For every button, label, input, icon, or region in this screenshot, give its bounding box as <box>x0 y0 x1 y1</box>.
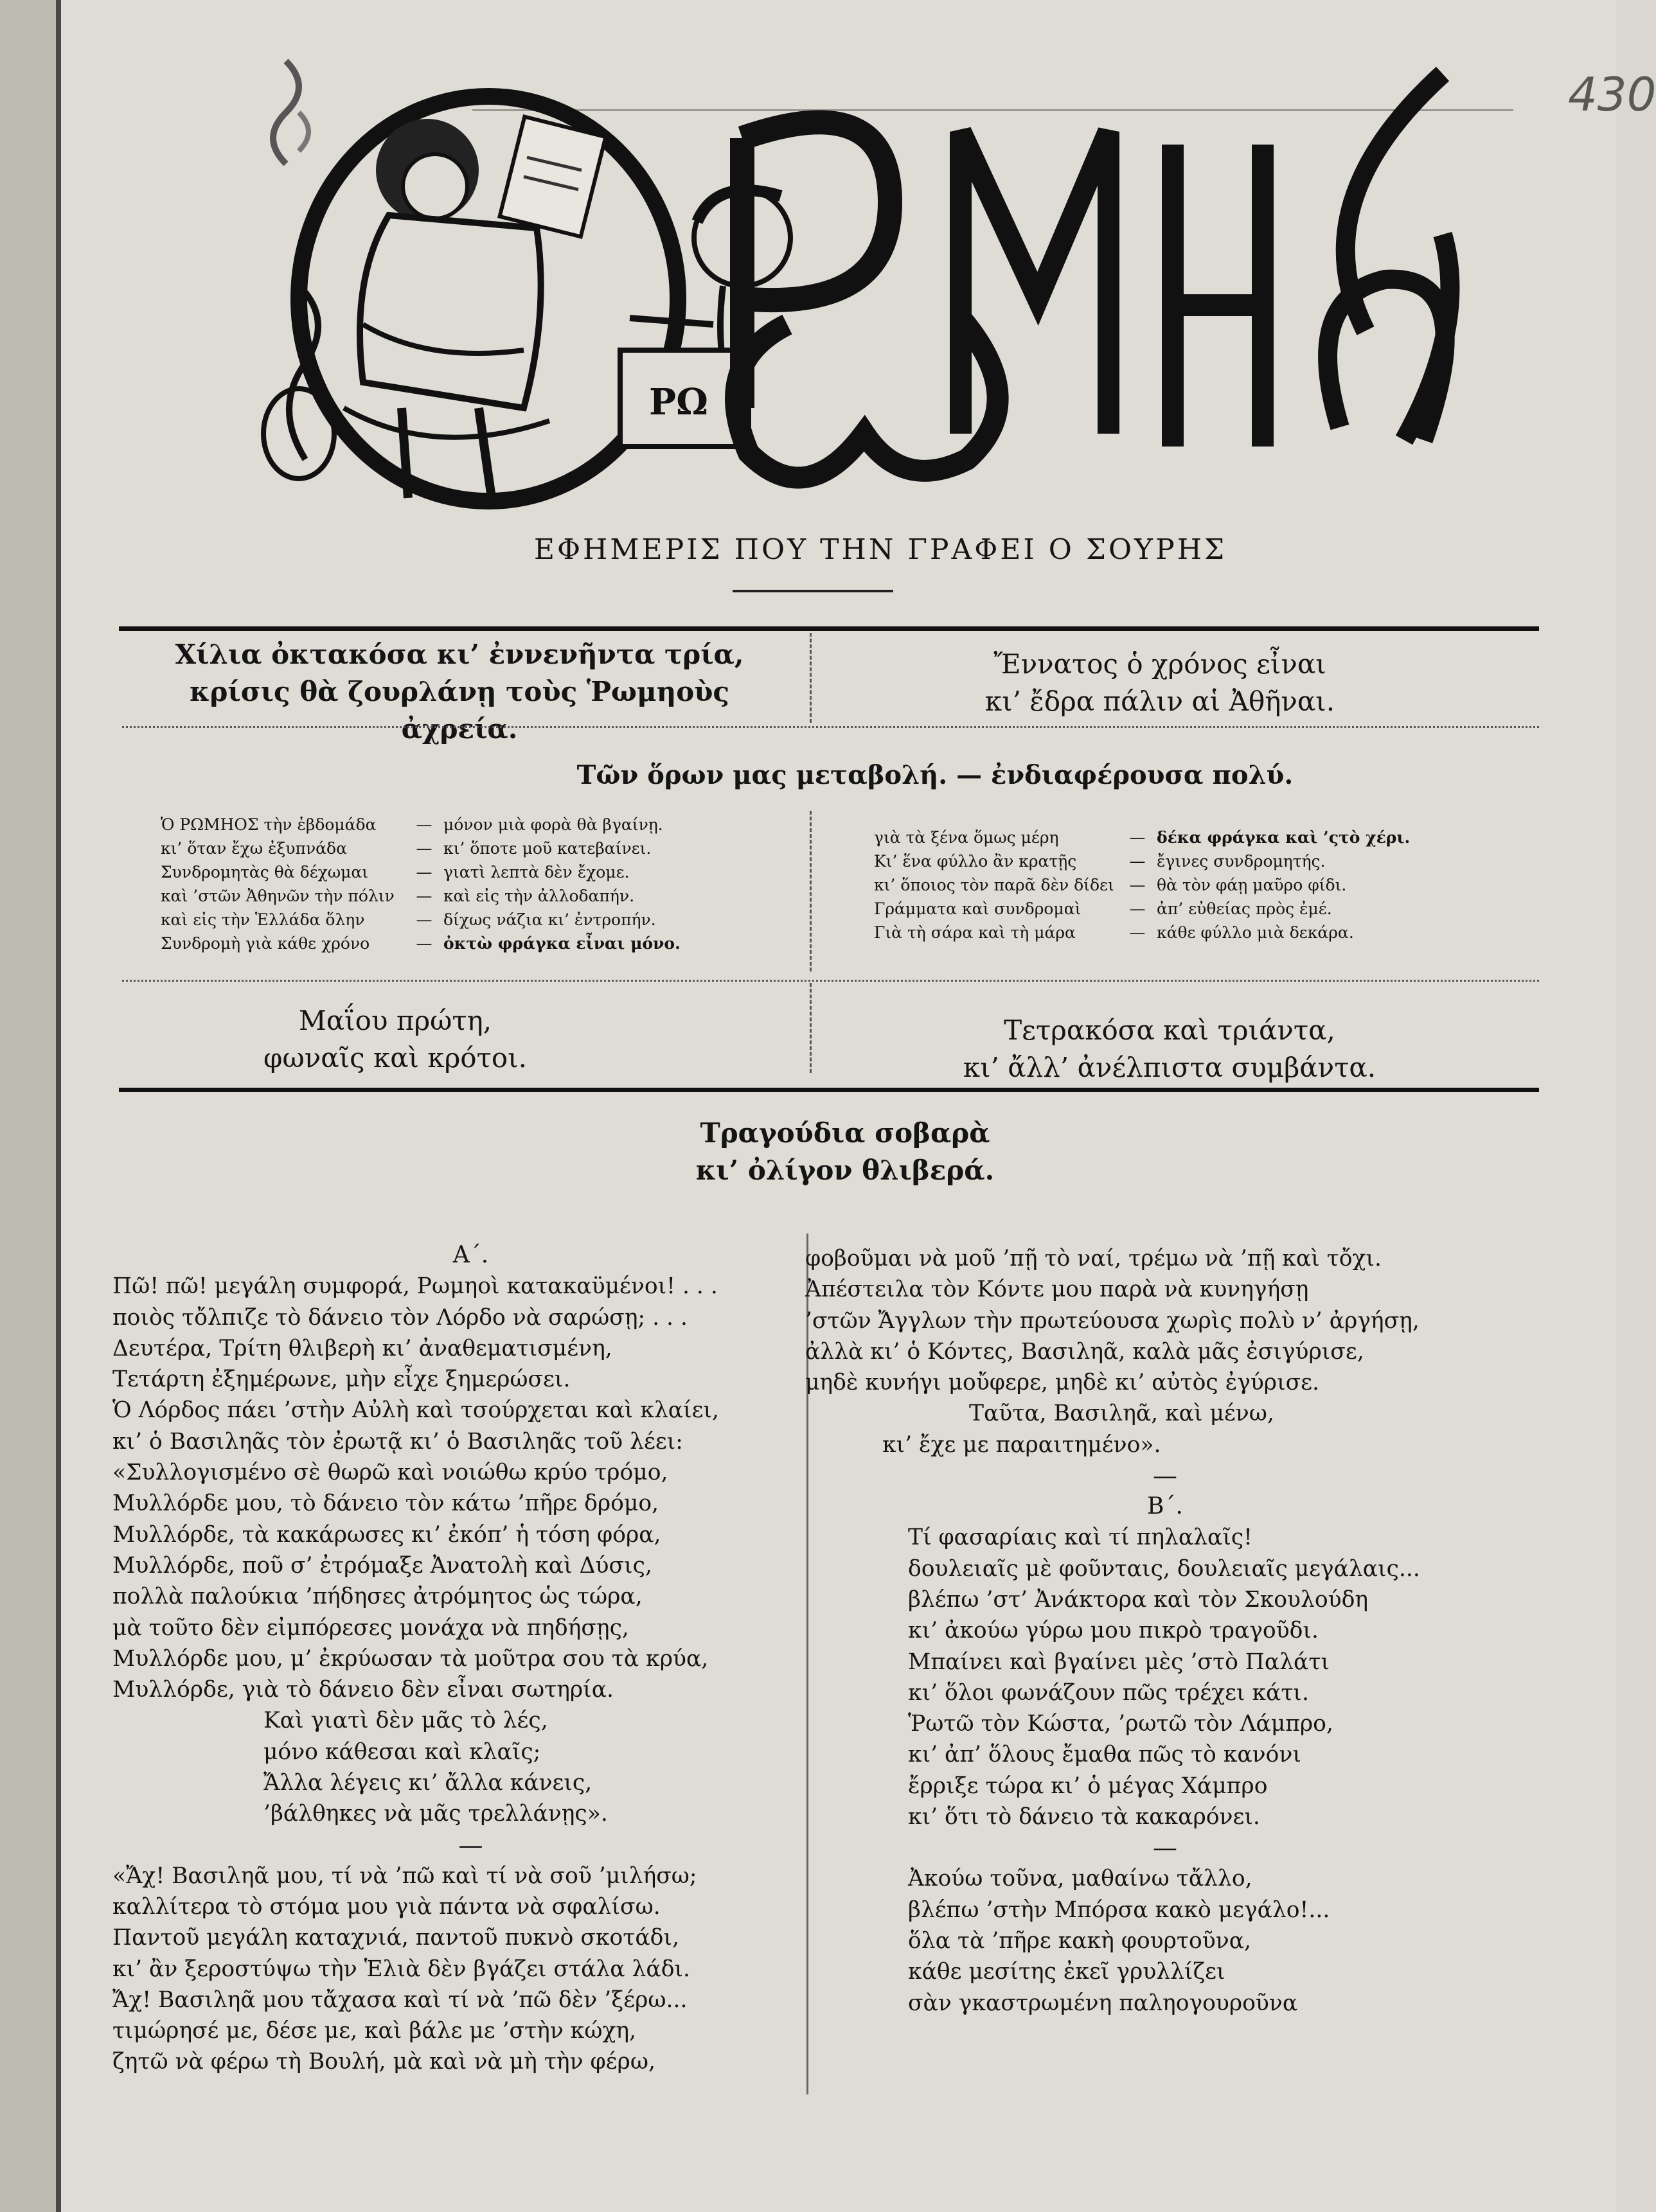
poem-line: Τετάρτη ἐξημέρωνε, μὴν εἶχε ξημερώσει. <box>112 1367 571 1393</box>
poem-line: ἔρριξε τώρα κι’ ὁ μέγας Χάμπρο <box>908 1773 1268 1799</box>
poem-line: μὰ τοῦτο δὲν εἰμπόρεσες μονάχα νὰ πηδήσῃς, <box>112 1615 629 1641</box>
terms-column-separator <box>810 811 812 971</box>
terms-dash: — <box>1129 852 1146 871</box>
poem-line: βλέπω ’στὴν Μπόρσα κακὸ μεγάλο!... <box>908 1897 1330 1923</box>
terms-left-text: κι’ ὅποιος τὸν παρᾶ δὲν δίδει <box>874 876 1114 894</box>
terms-left-text: κι’ ὅταν ἔχω ἐξυπνάδα <box>161 839 347 858</box>
poem-line: Μυλλόρδε, τὰ κακάρωσες κι’ ἐκόπ’ ἡ τόση φόρα, <box>112 1521 661 1548</box>
header-rule-top <box>119 626 1539 631</box>
poem-line: πολλὰ παλούκια ’πήδησες ἀτρόμητος ὡς τώρα, <box>112 1584 643 1610</box>
poem-line: καλλίτερα τὸ στόμα μου γιὰ πάντα νὰ σφαλίσω. <box>112 1893 661 1920</box>
terms-row <box>161 932 778 955</box>
terms-left-text: καὶ ’στῶν Ἀθηνῶν τὴν πόλιν <box>161 887 395 905</box>
section-heading: Β΄. <box>1147 1493 1183 1520</box>
terms-wavy-divider <box>122 973 1539 982</box>
page-number: 430 <box>1568 67 1656 121</box>
stanza-divider: — <box>1153 1834 1177 1863</box>
subtitle-ornament-rule <box>733 590 893 592</box>
terms-dash: — <box>1129 828 1146 847</box>
poem-line: Ῥωτῶ τὸν Κώστα, ’ρωτῶ τὸν Λάμπρο, <box>908 1711 1333 1737</box>
terms-left-text: καὶ εἰς τὴν Ἑλλάδα ὅλην <box>161 910 365 929</box>
bottom-left-verse <box>215 1002 575 1077</box>
poem-line: ’στῶν Ἄγγλων τὴν πρωτεύουσα χωρὶς πολὺ ν’ ἀργήσῃ, <box>805 1307 1420 1334</box>
terms-row <box>161 908 778 932</box>
poem-line: Πῶ! πῶ! μεγάλη συμφορά, Ρωμηοὶ κατακαϋμένοι! . . . <box>112 1273 718 1300</box>
terms-left-text: Κι’ ἕνα φύλλο ἂν κρατῇς <box>874 852 1077 871</box>
verse-line: κι’ ἔδρα πάλιν αἱ Ἀθῆναι. <box>984 686 1335 717</box>
terms-left-text: Γράμματα καὶ συνδρομαὶ <box>874 899 1082 918</box>
terms-left-text: Συνδρομητὰς θὰ δέχωμαι <box>161 863 369 881</box>
poem-line: ’βάλθηκες νὰ μᾶς τρελλάνῃς». <box>263 1801 608 1827</box>
terms-row <box>874 873 1523 897</box>
subscription-terms-right <box>874 826 1523 944</box>
poem-line: Ὁ Λόρδος πάει ’στὴν Αὐλὴ καὶ τσούρχεται καὶ κλαίει, <box>112 1397 719 1424</box>
stanza-divider: — <box>458 1830 483 1859</box>
terms-right-text: ἀπ’ εὐθείας πρὸς ἐμέ. <box>1157 899 1332 918</box>
poem-line: κάθε μεσίτης ἐκεῖ γρυλλίζει <box>908 1959 1225 1985</box>
stanza-divider: — <box>1153 1462 1177 1491</box>
terms-heading: Τῶν ὅρων μας μεταβολή. — ἐνδιαφέρουσα πολύ. <box>576 760 1294 790</box>
terms-left-text: γιὰ τὰ ξένα ὅμως μέρη <box>874 828 1059 847</box>
poem-line: δουλειαῖς μὲ φοῦνταις, δουλειαῖς μεγάλαις... <box>908 1555 1420 1582</box>
poem-line: βλέπω ’στ’ Ἀνάκτορα καὶ τὸν Σκουλούδη <box>908 1586 1369 1613</box>
terms-row <box>874 897 1523 921</box>
poem-line: Τί φασαρίαις καὶ τί πηλαλαῖς! <box>908 1525 1253 1551</box>
subscription-terms-left <box>161 813 778 955</box>
poem-line: Μπαίνει καὶ βγαίνει μὲς ’στὸ Παλάτι <box>908 1649 1330 1675</box>
verse-line: κρίσις θὰ ζουρλάνῃ τοὺς Ῥωμηοὺς ἀχρεία. <box>189 676 730 745</box>
poem-line: ζητῶ νὰ φέρω τὴ Βουλή, μὰ καὶ νὰ μὴ τὴν φέρω, <box>112 2049 655 2075</box>
terms-right-text: γιατὶ λεπτὰ δὲν ἔχομε. <box>443 863 630 881</box>
verse-line: Τετρακόσα καὶ τριάντα, <box>1004 1014 1335 1046</box>
footer-column-separator <box>810 983 812 1073</box>
verse-line: Ἔννατος ὁ χρόνος εἶναι <box>993 648 1326 680</box>
poem-line: φοβοῦμαι νὰ μοῦ ’πῇ τὸ ναί, τρέμω νὰ ’πῇ καὶ τὄχι. <box>805 1246 1382 1271</box>
poem-line: κι’ ἀπ’ ὅλους ἔμαθα πῶς τὸ κανόνι <box>908 1742 1301 1768</box>
terms-row <box>161 860 778 884</box>
poem-line: «Συλλογισμένο σὲ θωρῶ καὶ νοιώθω κρύο τρόμο, <box>112 1460 668 1486</box>
terms-row <box>874 849 1523 873</box>
terms-right-text: καὶ εἰς τὴν ἀλλοδαπήν. <box>443 887 635 905</box>
terms-right-text: δίχως νάζια κι’ ἐντροπήν. <box>443 910 656 929</box>
verse-line: φωναῖς καὶ κρότοι. <box>263 1042 527 1074</box>
terms-right-text: κάθε φύλλο μιὰ δεκάρα. <box>1157 923 1354 942</box>
terms-dash: — <box>1129 876 1146 894</box>
poem-line: μόνο κάθεσαι καὶ κλαῖς; <box>263 1739 541 1765</box>
poem-line: Μυλλόρδε, ποῦ σ’ ἐτρόμαξε Ἀνατολὴ καὶ Δύσις, <box>112 1552 652 1579</box>
poem-line: Ἄλλα λέγεις κι’ ἄλλα κάνεις, <box>263 1770 592 1796</box>
poem-title <box>472 1115 1218 1189</box>
terms-left-text: Γιὰ τὴ σάρα καὶ τὴ μάρα <box>874 923 1076 942</box>
shoeshine-box-sign: PΩ <box>649 381 708 423</box>
poem-line: ὅλα τὰ ’πῆρε κακὴ φουρτοῦνα, <box>908 1927 1251 1954</box>
bottom-right-verse <box>922 1012 1417 1086</box>
terms-dash: — <box>416 934 432 953</box>
poem-line: Μυλλόρδε, γιὰ τὸ δάνειο δὲν εἶναι σωτηρία. <box>112 1677 614 1703</box>
newspaper-page <box>61 0 1656 2212</box>
terms-dash: — <box>1129 923 1146 942</box>
page-binding <box>0 0 61 2212</box>
header-wavy-divider <box>122 720 1539 728</box>
poem-line: Δευτέρα, Τρίτη θλιβερὴ κι’ ἀναθεματισμένη, <box>112 1335 612 1361</box>
poem-line: Ἀπέστειλα τὸν Κόντε μου παρὰ νὰ κυνηγήσῃ <box>805 1277 1309 1303</box>
terms-row <box>161 836 778 860</box>
terms-dash: — <box>416 863 432 881</box>
terms-left-text: Συνδρομὴ γιὰ κάθε χρόνο <box>161 934 370 953</box>
top-right-verse <box>877 646 1443 720</box>
poem-line: ποιὸς τὄλπιζε τὸ δάνειο τὸν Λόρδο νὰ σαρώσῃ; . . . <box>112 1304 688 1331</box>
terms-row <box>161 884 778 908</box>
poem-line: κι’ ἂν ξεροστύψω τὴν Ἑλιὰ δὲν βγάζει στάλα λάδι. <box>112 1956 690 1982</box>
terms-dash: — <box>416 887 432 905</box>
terms-row <box>874 921 1523 944</box>
masthead-art <box>235 48 1494 511</box>
poem-line: Καὶ γιατὶ δὲν μᾶς τὸ λές, <box>263 1708 548 1734</box>
section-heading: Α΄. <box>452 1242 489 1268</box>
header-rule-bottom <box>119 1088 1539 1092</box>
poem-line: Ἀκούω τοῦνα, μαθαίνω τἄλλο, <box>908 1866 1252 1892</box>
poem-title-line: Τραγούδια σοβαρὰ <box>700 1117 990 1149</box>
poem-line: μηδὲ κυνήγι μοὔφερε, μηδὲ κι’ αὐτὸς ἐγύρισε. <box>805 1370 1320 1396</box>
terms-right-text: μόνον μιὰ φορὰ θὰ βγαίνῃ. <box>443 815 663 834</box>
terms-right-text: ὀκτὼ φράγκα εἶναι μόνο. <box>443 934 681 953</box>
poem-column-right <box>805 1243 1525 2019</box>
header-column-separator <box>810 633 812 723</box>
verse-line: Χίλια ὀκτακόσα κι’ ἐννενῆντα τρία, <box>175 639 744 670</box>
terms-dash: — <box>416 815 432 834</box>
poem-line: τιμώρησέ με, δέσε με, καὶ βάλε με ’στὴν κώχη, <box>112 2018 637 2044</box>
poem-line: Παντοῦ μεγάλη καταχνιά, παντοῦ πυκνὸ σκοτάδι, <box>112 1925 679 1951</box>
poem-line: Μυλλόρδε μου, τὸ δάνειο τὸν κάτω ’πῆρε δρόμο, <box>112 1491 659 1517</box>
poem-title-line: κι’ ὀλίγον θλιβερά. <box>695 1155 995 1186</box>
poem-line: ἀλλὰ κι’ ὁ Κόντες, Βασιληᾶ, καλὰ μᾶς ἐσιγύρισε, <box>805 1338 1364 1365</box>
terms-dash: — <box>416 910 432 929</box>
masthead-subtitle: ΕΦΗΜΕΡΙΣ ΠΟΥ ΤΗΝ ΓΡΑΦΕΙ Ο ΣΟΥΡΗΣ <box>533 533 1227 566</box>
poem-column-left <box>112 1240 829 2078</box>
masthead-illustration <box>235 48 1494 511</box>
poem-line: Ἄχ! Βασιληᾶ μου τἄχασα καὶ τί νὰ ’πῶ δὲν ’ξέρω... <box>112 1986 688 2013</box>
terms-right-text: δέκα φράγκα καὶ ’ςτὸ χέρι. <box>1157 828 1411 847</box>
poem-line: κι’ ὅλοι φωνάζουν πῶς τρέχει κάτι. <box>908 1679 1309 1706</box>
verse-line: Μαΐου πρώτη, <box>298 1005 492 1036</box>
top-left-verse <box>151 636 768 748</box>
poem-line: κι’ ἀκούω γύρω μου πικρὸ τραγοῦδι. <box>908 1618 1319 1644</box>
verse-line: κι’ ἄλλ’ ἀνέλπιστα συμβάντα. <box>963 1052 1376 1083</box>
terms-row <box>161 813 778 836</box>
poem-line: σὰν γκαστρωμένη παληογουροῦνα <box>908 1990 1298 2016</box>
poem-line: κι’ ἔχε με παραιτημένο». <box>882 1431 1161 1458</box>
poem-line: κι’ ὅτι τὸ δάνειο τὰ κακαρόνει. <box>908 1804 1260 1830</box>
terms-right-text: ἔγινες συνδρομητής. <box>1157 852 1326 871</box>
poem-line: κι’ ὁ Βασιληᾶς τὸν ἐρωτᾷ κι’ ὁ Βασιληᾶς τοῦ λέει: <box>112 1428 683 1455</box>
terms-right-text: θὰ τὸν φάῃ μαῦρο φίδι. <box>1157 876 1347 894</box>
terms-dash: — <box>1129 899 1146 918</box>
terms-right-text: κι’ ὅποτε μοῦ κατεβαίνει. <box>443 839 652 858</box>
terms-row <box>874 826 1523 849</box>
poem-line: Ταῦτα, Βασιληᾶ, καὶ μένω, <box>969 1401 1274 1427</box>
poem-line: Μυλλόρδε μου, μ’ ἐκρύωσαν τὰ μοῦτρα σου τὰ κρύα, <box>112 1645 709 1672</box>
terms-dash: — <box>416 839 432 858</box>
terms-left-text: Ὁ ΡΩΜΗΟΣ τὴν ἑβδομάδα <box>161 815 377 834</box>
poem-line: «Ἄχ! Βασιληᾶ μου, τί νὰ ’πῶ καὶ τί νὰ σοῦ ’μιλήσω; <box>112 1863 697 1889</box>
